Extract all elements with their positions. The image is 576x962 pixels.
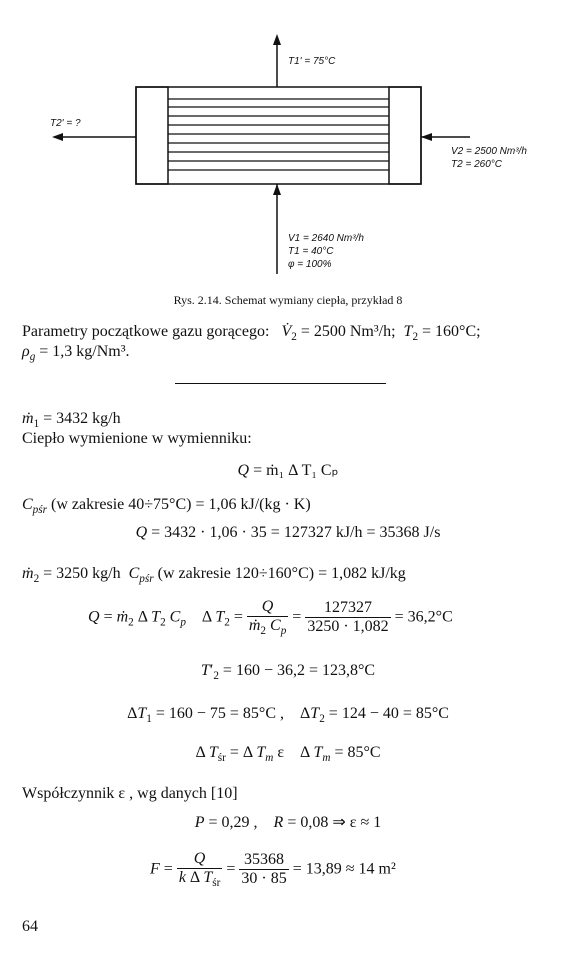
t2-prime-line: $T'_2 = 160 - 36,2 = 123,8^\circ C$ [200, 662, 376, 683]
separator-line [175, 383, 386, 384]
eq-q: Q = ṁ₁ Δ T₁ Cₚ [237, 462, 339, 479]
cp-line: $C_{pśr}$ (w zakresie 40÷75°C) = 1,06 kJ/(kg · K) [22, 496, 311, 517]
delta-t-line: $\Delta T_1 = 160 - 75 = 85^\circ C$ , $\Delta T_2 = 124 - 40 = 85^\circ C$ [127, 705, 449, 726]
area-fraction-1: $\frac{Q}{k \Delta T_{śr}}$ [178, 850, 221, 890]
dt2-equation: Q = ṁ$_2$ Δ $T_2$ $C_p$ Δ $T_2$ = $\frac{Q}{ṁ_2 C_p}$ = $\frac{127327}{3250 \cdot 1,082}$ = 36,2°C [88, 598, 453, 638]
label-v1-in: V1 = 2640 Nm³/h [288, 233, 364, 244]
tube-lines [168, 99, 389, 170]
arrow-left-in [421, 133, 432, 141]
label-t2-in: T2 = 260°C [451, 159, 502, 170]
dt-sr-line: Δ $T_{śr} = \Delta$ $T_m$ ε Δ $T_m = 85^\circ C$ [195, 744, 381, 765]
arrow-up-top [273, 34, 281, 45]
label-phi-in: φ = 100% [288, 259, 332, 270]
heat-label: Ciepło wymienione w wymienniku: [22, 430, 252, 447]
right-header [389, 87, 421, 184]
intro-line-1: Parametry początkowe gazu gorącego: $V̇_2 = 2500$ Nm³/h; $T_2 = 160^\circ C$; [22, 323, 481, 344]
label-t1-out: T1' = 75°C [288, 56, 336, 67]
dt2-fraction-1: $\frac{Q}{ṁ_2 C_p}$ [248, 598, 287, 638]
page-number: 64 [22, 918, 38, 935]
arrow-left [52, 133, 63, 141]
figure-caption: Rys. 2.14. Schemat wymiany ciepła, przykład 8 [173, 293, 403, 307]
area-equation: F = $\frac{Q}{k \Delta T_{śr}}$ = $\frac{35368}{30 \cdot 85}$ = 13,89 ≈ 14 m² [150, 850, 396, 890]
q-calc: Q = 3432 · 1,06 · 35 = 127327 kJ/h = 35368 J/s [135, 524, 441, 541]
left-header [136, 87, 168, 184]
dt2-fraction-2: $\frac{127327}{3250 \cdot 1,082}$ [307, 599, 389, 636]
label-t1-in: T1 = 40°C [288, 246, 334, 257]
arrow-up-bottom [273, 184, 281, 195]
p-r-line: P = 0,29 , R = 0,08 ⇒ ε ≈ 1 [194, 814, 382, 831]
coefficient-label: Współczynnik ε , wg danych [10] [22, 785, 238, 802]
label-t2-out: T2' = ? [50, 118, 81, 129]
m2-line: ṁ$_2$ = 3250 kg/h $C_{pśr}$ (w zakresie 120÷160°C) = 1,082 kJ/kg [22, 565, 406, 586]
intro-line-2: $\rho_g = 1,3$ kg/Nm³. [22, 343, 130, 364]
area-fraction-2: $\frac{35368}{30 \cdot 85}$ [241, 851, 287, 888]
m1-line: ṁ$_1$ = 3432 kg/h [22, 410, 121, 431]
label-v2-in: V2 = 2500 Nm³/h [451, 146, 527, 157]
